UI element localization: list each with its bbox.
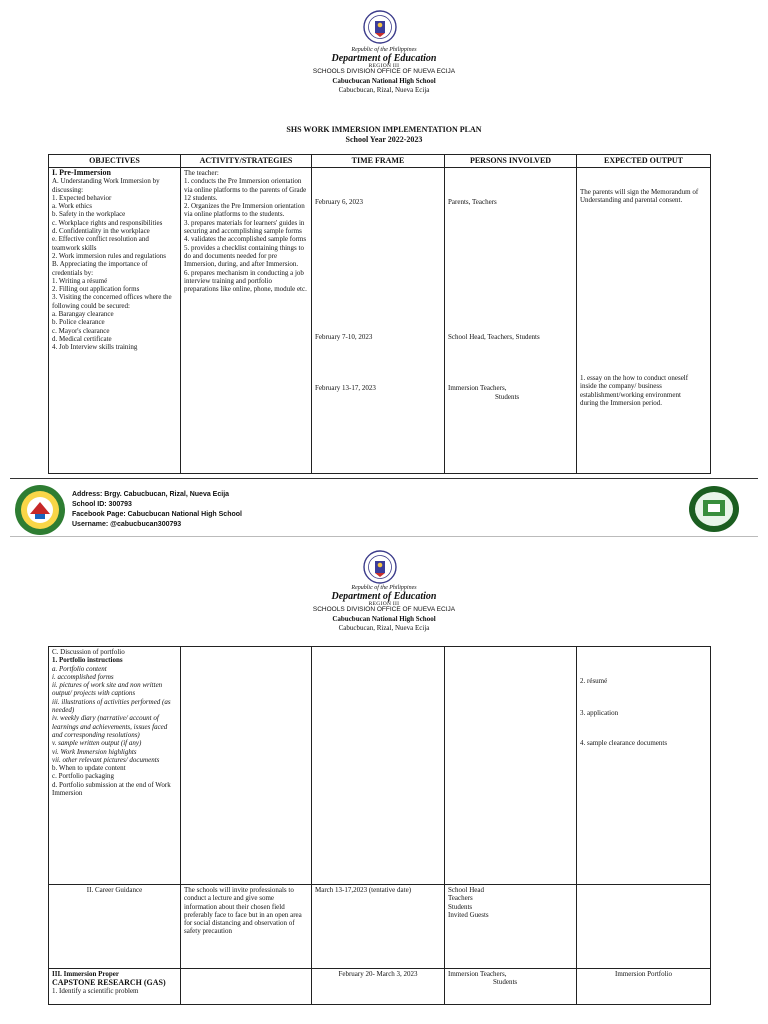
immersion-heading: III. Immersion Proper <box>52 970 119 978</box>
school-name-2: Cabucbucan National High School <box>332 615 436 623</box>
region-text: REGION III <box>368 63 400 69</box>
objectives-text: A. Understanding Work Immersion by discussing: 1. Expected behavior a. Work ethics b. Safety in the workplace c. Workplace rights and responsibilities d. Confidentiality in the workplace e. Effective conflict resolution and teamwork skills 2. Work immersion rules and regulations B. Appreciating the importance of credentials by: 1. Writing a résumé 2. Filling out application forms 3. Visiting the concerned offices where the following could be secured: a. Barangay clearance b. Police clearance c. Mayor's clearance d. Medical certificate 4. Job Interview skills training <box>52 177 172 352</box>
portfolio-rest: b. When to update content c. Portfolio packaging d. Portfolio submission at the end of Work Immersion <box>52 764 171 798</box>
department-text-2: Department of Education <box>331 591 437 602</box>
department-text: Department of Education <box>331 53 437 64</box>
portfolio-time-cell <box>312 647 445 885</box>
division-text: SCHOOLS DIVISION OFFICE OF NUEVA ECIJA <box>312 68 456 75</box>
division-logo-icon <box>688 485 740 533</box>
portfolio-sub: 1. Portfolio instructions <box>52 656 123 665</box>
portfolio-output-3: 4. sample clearance documents <box>580 739 668 747</box>
page-footer <box>0 476 768 538</box>
school-logo-icon <box>14 484 66 536</box>
school-address: Cabucbucan, Rizal, Nueva Ecija <box>338 86 430 94</box>
immersion-persons: Immersion Teachers, <box>448 970 507 978</box>
career-persons-cell: School Head Teachers Students Invited Guests <box>445 885 577 969</box>
republic-text-2: Republic of the Philippines <box>351 585 417 591</box>
republic-text: Republic of the Philippines <box>351 47 417 53</box>
plan-table-page1 <box>48 154 711 474</box>
persons-1: Parents, Teachers <box>448 198 497 206</box>
col-activities: ACTIVITY/STRATEGIES <box>181 155 312 168</box>
portfolio-output-2: 3. application <box>580 709 619 717</box>
portfolio-heading: C. Discussion of portfolio <box>52 648 125 656</box>
pre-immersion-heading: I. Pre-Immersion <box>52 168 111 177</box>
footer-username: Username: @cabucbucan300793 <box>72 521 182 528</box>
output-1: The parents will sign the Memorandum of Understanding and parental consent. <box>580 188 699 205</box>
footer-school-id: School ID: 300793 <box>72 501 132 508</box>
career-time-cell: March 13-17,2023 (tentative date) <box>312 885 445 969</box>
col-objectives: OBJECTIVES <box>49 155 181 168</box>
output-cell <box>577 168 711 474</box>
immersion-persons-cell <box>445 969 577 1005</box>
time-cell <box>312 168 445 474</box>
persons-2: School Head, Teachers, Students <box>448 333 540 341</box>
division-text-2: SCHOOLS DIVISION OFFICE OF NUEVA ECIJA <box>312 606 456 613</box>
output-2: 1. essay on the how to conduct oneself inside the company/ business establishment/working environment during the Immersion period. <box>580 374 689 407</box>
deped-seal-icon <box>363 10 397 44</box>
col-persons: PERSONS INVOLVED <box>445 155 577 168</box>
region-text-2: REGION III <box>368 601 400 607</box>
portfolio-persons-cell <box>445 647 577 885</box>
col-output: EXPECTED OUTPUT <box>577 155 711 168</box>
career-activity-cell: The schools will invite professionals to conduct a lecture and give some information about their chosen field preferably face to face but in an open area for social distancing and observation of safety precaution <box>181 885 312 969</box>
activities-text: The teacher: 1. conducts the Pre Immersion orientation via online platforms to the parents of Grade 12 students. 2. Organizes the Pre Immersion orientation via online platforms to the students. 3. prepares materials for learners' guides in securing and accomplishing sample forms 4. validates the accomplished sample forms 5. provides a checklist containing things to do and documents needed for pre Immersion, during, and after Immersion. 6. prepares mechanism in conducting a job interview training and portfolio preparations like online, phone, module etc. <box>184 169 307 294</box>
page-1 <box>0 0 768 476</box>
identify-text: 1. Identify a scientific problem <box>52 987 139 996</box>
school-name: Cabucbucan National High School <box>332 77 436 85</box>
time-2: February 7-10, 2023 <box>315 333 373 341</box>
immersion-persons-2: Students <box>493 978 518 987</box>
career-cell: II. Career Guidance <box>49 885 181 969</box>
career-output-cell <box>577 885 711 969</box>
portfolio-output-cell <box>577 647 711 885</box>
objectives-cell <box>49 168 181 474</box>
deped-seal-icon-2 <box>363 550 397 584</box>
portfolio-output-1: 2. résumé <box>580 677 608 685</box>
portfolio-activities-cell <box>181 647 312 885</box>
plan-table-page2 <box>48 646 711 1005</box>
immersion-output-cell: Immersion Portfolio <box>577 969 711 1005</box>
time-1: February 6, 2023 <box>315 198 364 206</box>
immersion-cell <box>49 969 181 1005</box>
portfolio-objectives-cell <box>49 647 181 885</box>
activities-cell <box>181 168 312 474</box>
footer-facebook: Facebook Page: Cabucbucan National High School <box>72 511 242 518</box>
immersion-time-cell: February 20- March 3, 2023 <box>312 969 445 1005</box>
plan-title: SHS WORK IMMERSION IMPLEMENTATION PLAN <box>286 125 482 134</box>
persons-4: Students <box>495 393 520 401</box>
immersion-activity-cell <box>181 969 312 1005</box>
capstone-heading: CAPSTONE RESEARCH (GAS) <box>52 978 166 988</box>
col-time-frame: TIME FRAME <box>312 155 445 168</box>
persons-3: Immersion Teachers, <box>448 384 507 392</box>
school-year: School Year 2022-2023 <box>345 135 423 144</box>
page-2 <box>0 538 768 1024</box>
school-address-2: Cabucbucan, Rizal, Nueva Ecija <box>338 624 430 632</box>
portfolio-items: a. Portfolio content i. accomplished forms ii. pictures of work site and non written output/ projects with captions iii. illustrations of activities performed (as needed) iv. weekly diary (narrative/ account of learnings and achievements, issues faced and corresponding resolutions) v. sample written output (if any) vi. Work Immersion highlights vii. other relevant pictures/ documents <box>52 664 171 764</box>
footer-info <box>72 490 242 530</box>
footer-address: Address: Brgy. Cabucbucan, Rizal, Nueva Ecija <box>72 491 230 498</box>
persons-cell <box>445 168 577 474</box>
time-3: February 13-17, 2023 <box>315 384 376 392</box>
